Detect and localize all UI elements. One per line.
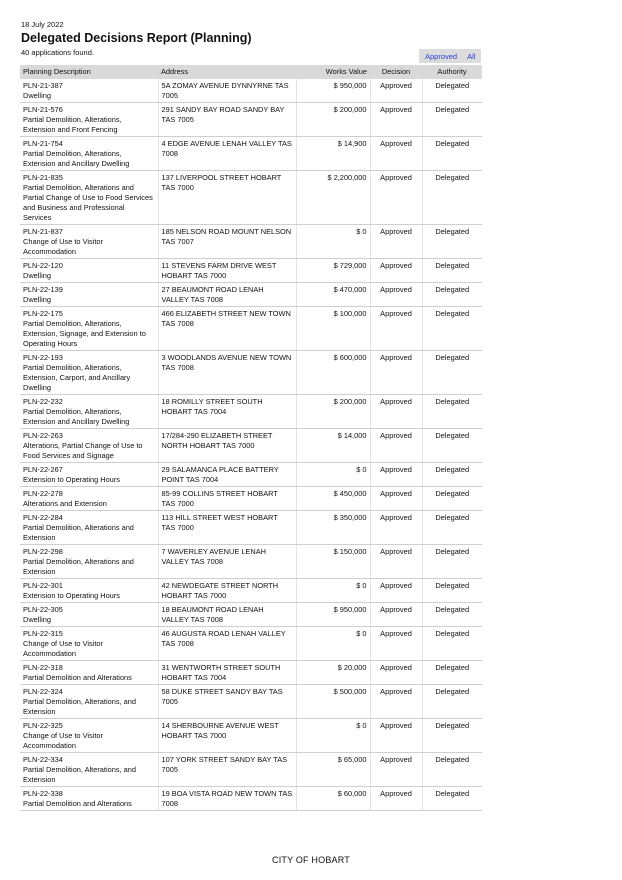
cell-address: 3 WOODLANDS AVENUE NEW TOWN TAS 7008: [158, 351, 296, 395]
planning-description: Partial Demolition, Alterations and Partial Change of Use to Food Services and Business and Professional Services: [23, 183, 153, 222]
cell-description: [20, 395, 158, 429]
cell-authority: Delegated: [422, 103, 482, 137]
cell-decision: Approved: [370, 429, 422, 463]
cell-works-value: $ 20,000: [296, 661, 370, 685]
application-reference: PLN-22-175: [23, 309, 63, 318]
planning-description: Change of Use to Visitor Accommodation: [23, 731, 103, 750]
application-reference: PLN-22-193: [23, 353, 63, 362]
cell-works-value: $ 950,000: [296, 79, 370, 103]
table-row: [20, 225, 482, 259]
cell-decision: Approved: [370, 579, 422, 603]
column-header-description: Planning Description: [20, 65, 158, 79]
cell-decision: Approved: [370, 603, 422, 627]
cell-description: [20, 103, 158, 137]
cell-description: [20, 661, 158, 685]
cell-decision: Approved: [370, 225, 422, 259]
application-reference: PLN-21-835: [23, 173, 63, 182]
cell-works-value: $ 100,000: [296, 307, 370, 351]
table-row: [20, 171, 482, 225]
cell-authority: Delegated: [422, 487, 482, 511]
cell-decision: Approved: [370, 79, 422, 103]
cell-description: [20, 511, 158, 545]
cell-description: [20, 787, 158, 811]
table-row: [20, 627, 482, 661]
cell-decision: Approved: [370, 137, 422, 171]
cell-authority: Delegated: [422, 351, 482, 395]
footer-council-name: CITY OF HOBART: [272, 855, 350, 865]
cell-works-value: $ 350,000: [296, 511, 370, 545]
cell-description: [20, 579, 158, 603]
table-row: [20, 685, 482, 719]
application-reference: PLN-22-267: [23, 465, 63, 474]
cell-description: [20, 627, 158, 661]
cell-authority: Delegated: [422, 685, 482, 719]
application-reference: PLN-21-387: [23, 81, 63, 90]
planning-description: Partial Demolition, Alterations, Extension and Front Fencing: [23, 115, 122, 134]
cell-decision: Approved: [370, 719, 422, 753]
cell-address: 7 WAVERLEY AVENUE LENAH VALLEY TAS 7008: [158, 545, 296, 579]
planning-description: Dwelling: [23, 91, 51, 100]
cell-description: [20, 137, 158, 171]
planning-description: Extension to Operating Hours: [23, 475, 120, 484]
cell-address: 29 SALAMANCA PLACE BATTERY POINT TAS 7004: [158, 463, 296, 487]
cell-decision: Approved: [370, 545, 422, 579]
planning-description: Partial Demolition, Alterations, and Extension: [23, 697, 136, 716]
cell-authority: Delegated: [422, 79, 482, 103]
column-header-authority: Authority: [422, 65, 482, 79]
table-row: [20, 753, 482, 787]
cell-works-value: $ 470,000: [296, 283, 370, 307]
table-body: [20, 79, 482, 811]
cell-authority: Delegated: [422, 545, 482, 579]
table-row: [20, 137, 482, 171]
cell-address: 31 WENTWORTH STREET SOUTH HOBART TAS 7004: [158, 661, 296, 685]
application-reference: PLN-22-334: [23, 755, 63, 764]
cell-address: 85-99 COLLINS STREET HOBART TAS 7000: [158, 487, 296, 511]
table-row: [20, 511, 482, 545]
planning-description: Dwelling: [23, 615, 51, 624]
cell-decision: Approved: [370, 487, 422, 511]
cell-authority: Delegated: [422, 283, 482, 307]
cell-address: 46 AUGUSTA ROAD LENAH VALLEY TAS 7008: [158, 627, 296, 661]
cell-works-value: $ 0: [296, 719, 370, 753]
table-row: [20, 463, 482, 487]
cell-address: 113 HILL STREET WEST HOBART TAS 7000: [158, 511, 296, 545]
planning-description: Partial Demolition, Alterations and Extension: [23, 557, 134, 576]
cell-description: [20, 463, 158, 487]
cell-address: 466 ELIZABETH STREET NEW TOWN TAS 7008: [158, 307, 296, 351]
application-reference: PLN-22-325: [23, 721, 63, 730]
planning-description: Partial Demolition, Alterations and Extension: [23, 523, 134, 542]
cell-decision: Approved: [370, 787, 422, 811]
column-header-address: Address: [158, 65, 296, 79]
planning-description: Partial Demolition, Alterations, Extension, Carport, and Ancillary Dwelling: [23, 363, 131, 392]
table-row: [20, 579, 482, 603]
cell-decision: Approved: [370, 395, 422, 429]
application-reference: PLN-22-318: [23, 663, 63, 672]
cell-authority: Delegated: [422, 603, 482, 627]
application-reference: PLN-22-278: [23, 489, 63, 498]
cell-address: 291 SANDY BAY ROAD SANDY BAY TAS 7005: [158, 103, 296, 137]
cell-address: 18 BEAUMONT ROAD LENAH VALLEY TAS 7008: [158, 603, 296, 627]
cell-decision: Approved: [370, 627, 422, 661]
cell-address: 27 BEAUMONT ROAD LENAH VALLEY TAS 7008: [158, 283, 296, 307]
report-date: 18 July 2022: [21, 20, 64, 29]
application-reference: PLN-22-301: [23, 581, 63, 590]
table-row: [20, 603, 482, 627]
table-row: [20, 259, 482, 283]
cell-works-value: $ 950,000: [296, 603, 370, 627]
table-row: [20, 103, 482, 137]
table-row: [20, 351, 482, 395]
cell-authority: Delegated: [422, 719, 482, 753]
application-reference: PLN-22-305: [23, 605, 63, 614]
cell-works-value: $ 14,000: [296, 429, 370, 463]
cell-decision: Approved: [370, 259, 422, 283]
application-reference: PLN-22-284: [23, 513, 63, 522]
cell-works-value: $ 729,000: [296, 259, 370, 283]
cell-authority: Delegated: [422, 511, 482, 545]
planning-description: Partial Demolition, Alterations, Extension, Signage, and Extension to Operating Hours: [23, 319, 146, 348]
cell-works-value: $ 14,900: [296, 137, 370, 171]
cell-description: [20, 685, 158, 719]
decisions-table: [20, 65, 482, 811]
table-header-row: [20, 65, 482, 79]
planning-description: Alterations, Partial Change of Use to Food Services and Signage: [23, 441, 143, 460]
cell-address: 18 ROMILLY STREET SOUTH HOBART TAS 7004: [158, 395, 296, 429]
cell-authority: Delegated: [422, 627, 482, 661]
cell-decision: Approved: [370, 103, 422, 137]
application-reference: PLN-21-576: [23, 105, 63, 114]
planning-description: Partial Demolition and Alterations: [23, 799, 132, 808]
cell-decision: Approved: [370, 511, 422, 545]
cell-address: 58 DUKE STREET SANDY BAY TAS 7005: [158, 685, 296, 719]
cell-description: [20, 307, 158, 351]
cell-address: 19 BOA VISTA ROAD NEW TOWN TAS 7008: [158, 787, 296, 811]
column-header-works-value: Works Value: [296, 65, 370, 79]
table-row: [20, 545, 482, 579]
cell-address: 5A ZOMAY AVENUE DYNNYRNE TAS 7005: [158, 79, 296, 103]
planning-description: Partial Demolition, Alterations, Extension and Ancillary Dwelling: [23, 407, 130, 426]
cell-address: 107 YORK STREET SANDY BAY TAS 7005: [158, 753, 296, 787]
cell-authority: Delegated: [422, 463, 482, 487]
cell-works-value: $ 200,000: [296, 103, 370, 137]
application-reference: PLN-22-139: [23, 285, 63, 294]
filter-all-link[interactable]: All: [467, 51, 476, 61]
table-row: [20, 79, 482, 103]
cell-description: [20, 171, 158, 225]
cell-authority: Delegated: [422, 171, 482, 225]
application-reference: PLN-22-338: [23, 789, 63, 798]
cell-address: 4 EDGE AVENUE LENAH VALLEY TAS 7008: [158, 137, 296, 171]
cell-authority: Delegated: [422, 225, 482, 259]
table-row: [20, 487, 482, 511]
cell-description: [20, 719, 158, 753]
cell-description: [20, 259, 158, 283]
application-reference: PLN-21-837: [23, 227, 63, 236]
cell-decision: Approved: [370, 661, 422, 685]
cell-works-value: $ 0: [296, 579, 370, 603]
cell-address: 42 NEWDEGATE STREET NORTH HOBART TAS 7000: [158, 579, 296, 603]
cell-decision: Approved: [370, 463, 422, 487]
cell-authority: Delegated: [422, 429, 482, 463]
results-count: 40 applications found.: [21, 48, 94, 57]
cell-description: [20, 225, 158, 259]
table-row: [20, 787, 482, 811]
cell-decision: Approved: [370, 685, 422, 719]
application-reference: PLN-22-120: [23, 261, 63, 270]
cell-description: [20, 429, 158, 463]
application-reference: PLN-21-754: [23, 139, 63, 148]
cell-works-value: $ 450,000: [296, 487, 370, 511]
cell-authority: Delegated: [422, 753, 482, 787]
cell-works-value: $ 0: [296, 225, 370, 259]
cell-address: 185 NELSON ROAD MOUNT NELSON TAS 7007: [158, 225, 296, 259]
cell-address: 137 LIVERPOOL STREET HOBART TAS 7000: [158, 171, 296, 225]
column-header-decision: Decision: [370, 65, 422, 79]
cell-description: [20, 753, 158, 787]
cell-description: [20, 545, 158, 579]
cell-authority: Delegated: [422, 787, 482, 811]
page-title: Delegated Decisions Report (Planning): [21, 31, 252, 45]
cell-description: [20, 603, 158, 627]
planning-description: Change of Use to Visitor Accommodation: [23, 237, 103, 256]
planning-description: Extension to Operating Hours: [23, 591, 120, 600]
cell-authority: Delegated: [422, 579, 482, 603]
planning-description: Change of Use to Visitor Accommodation: [23, 639, 103, 658]
cell-decision: Approved: [370, 307, 422, 351]
cell-decision: Approved: [370, 753, 422, 787]
filter-bar: [419, 49, 481, 63]
application-reference: PLN-22-232: [23, 397, 63, 406]
cell-works-value: $ 600,000: [296, 351, 370, 395]
cell-description: [20, 487, 158, 511]
application-reference: PLN-22-324: [23, 687, 63, 696]
cell-authority: Delegated: [422, 259, 482, 283]
table-row: [20, 429, 482, 463]
cell-works-value: $ 500,000: [296, 685, 370, 719]
cell-description: [20, 79, 158, 103]
cell-description: [20, 283, 158, 307]
cell-authority: Delegated: [422, 307, 482, 351]
cell-authority: Delegated: [422, 395, 482, 429]
filter-approved-link[interactable]: Approved: [425, 51, 458, 61]
cell-decision: Approved: [370, 351, 422, 395]
planning-description: Alterations and Extension: [23, 499, 107, 508]
cell-works-value: $ 65,000: [296, 753, 370, 787]
planning-description: Dwelling: [23, 271, 51, 280]
cell-description: [20, 351, 158, 395]
table-row: [20, 395, 482, 429]
planning-description: Partial Demolition and Alterations: [23, 673, 132, 682]
application-reference: PLN-22-315: [23, 629, 63, 638]
cell-address: 14 SHERBOURNE AVENUE WEST HOBART TAS 7000: [158, 719, 296, 753]
cell-works-value: $ 200,000: [296, 395, 370, 429]
cell-works-value: $ 0: [296, 463, 370, 487]
table-row: [20, 307, 482, 351]
table-row: [20, 661, 482, 685]
cell-address: 11 STEVENS FARM DRIVE WEST HOBART TAS 7000: [158, 259, 296, 283]
planning-description: Partial Demolition, Alterations, and Extension: [23, 765, 136, 784]
planning-description: Partial Demolition, Alterations, Extension and Ancillary Dwelling: [23, 149, 130, 168]
cell-authority: Delegated: [422, 137, 482, 171]
cell-works-value: $ 150,000: [296, 545, 370, 579]
cell-works-value: $ 60,000: [296, 787, 370, 811]
table-row: [20, 719, 482, 753]
application-reference: PLN-22-298: [23, 547, 63, 556]
application-reference: PLN-22-263: [23, 431, 63, 440]
cell-works-value: $ 0: [296, 627, 370, 661]
cell-decision: Approved: [370, 171, 422, 225]
cell-decision: Approved: [370, 283, 422, 307]
table-row: [20, 283, 482, 307]
planning-description: Dwelling: [23, 295, 51, 304]
cell-address: 17/284-290 ELIZABETH STREET NORTH HOBART TAS 7000: [158, 429, 296, 463]
cell-authority: Delegated: [422, 661, 482, 685]
cell-works-value: $ 2,200,000: [296, 171, 370, 225]
